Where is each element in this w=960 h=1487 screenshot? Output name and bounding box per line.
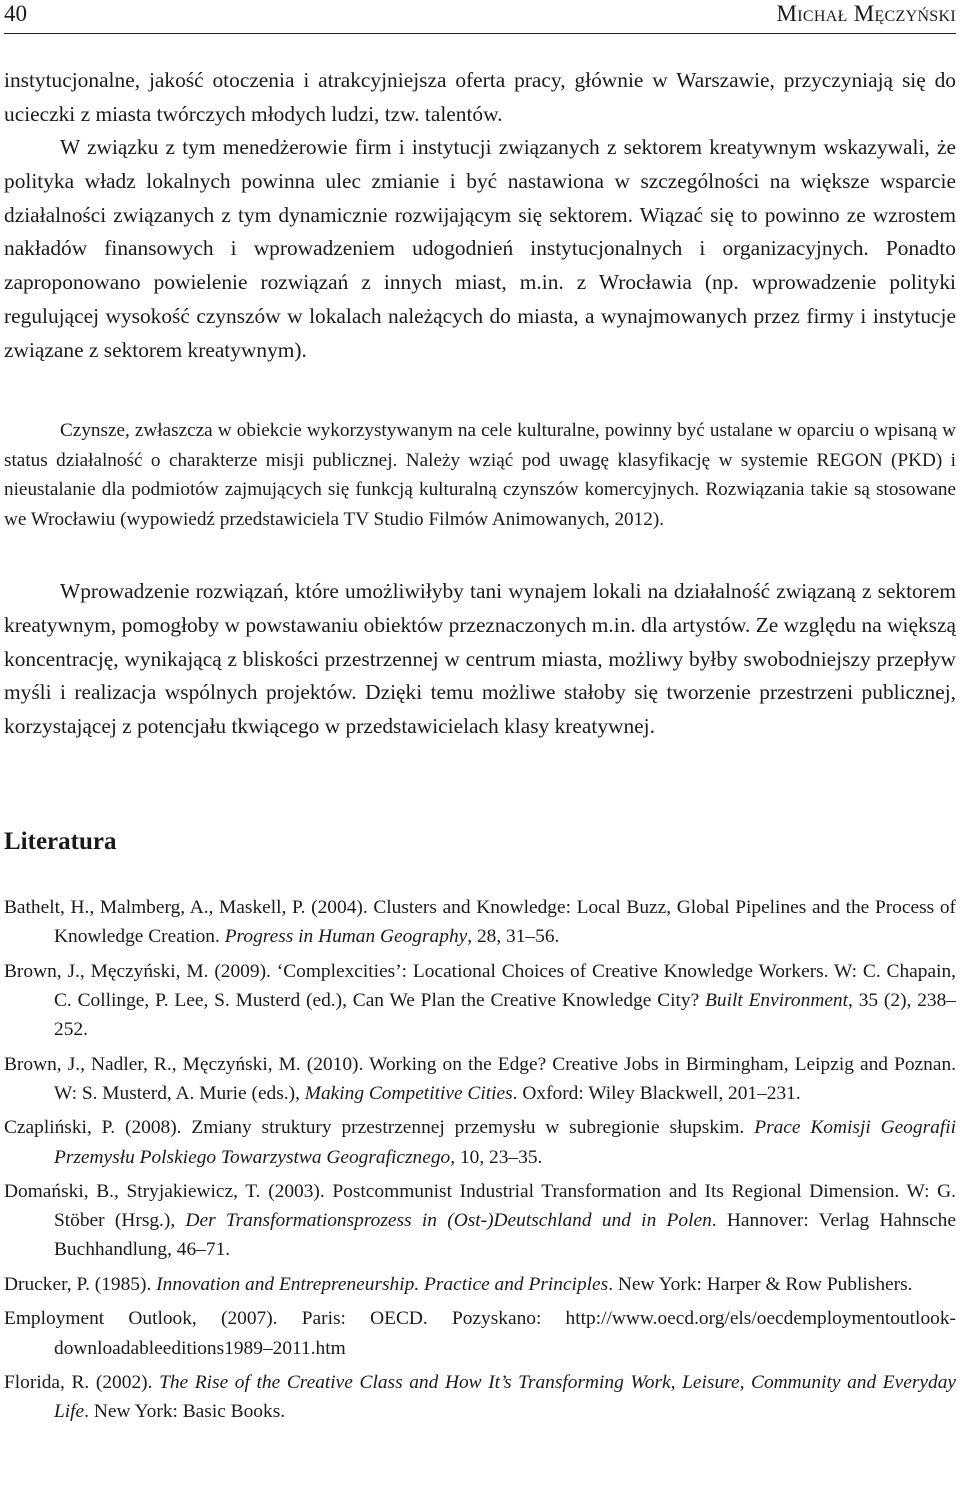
reference-item [4, 1368, 956, 1426]
ref-title-italic: Making Competitive Cities [304, 1082, 513, 1104]
ref-text: Czapliński, P. (2008). Zmiany struktury przestrzennej przemysłu w subregionie słupskim. [4, 1117, 755, 1139]
ref-text: Florida, R. (2002). [4, 1372, 160, 1394]
ref-text: Drucker, P. (1985). [4, 1273, 157, 1295]
paragraph-text: W związku z tym menedżerowie firm i instytucji związanych z sektorem kreatywnym wskazywali, że polityka władz lokalnych powinna ulec zmianie i być nastawiona w szczególności na większe wsparcie działalności związanych z tym dynamicznie rozwijającym się sektorem. Wiązać się to powinno ze wzrostem nakładów finansowych i wprowadzeniem udogodnień instytucjonalnych i organizacyjnych. Ponadto zaproponowano powielenie rozwiązań z innych miast, m.in. z Wrocławia (np. wprowadzenie polityki regulującej wysokość czynszów w lokalach należących do miasta, a wynajmowanych przez firmy i instytucje związane z sektorem kreatywnym). [4, 135, 956, 362]
ref-title-italic: Prace Komisji Geografii Przemysłu Polskiego Towarzystwa Geograficznego [54, 1117, 956, 1168]
ref-text: Employment Outlook, (2007). Paris: OECD. Pozyskano: http://www.oecd.org/els/oecdemploymentoutlook-downloadableeditions1989–2011.htm [4, 1308, 956, 1359]
quote-text: Czynsze, zwłaszcza w obiekcie wykorzystywanym na cele kulturalne, powinny być ustalane w oparciu o wpisaną w status działalność o charakterze misji publicznej. Należy wziąć pod uwagę klasyfikację w systemie REGON (PKD) i nieustalanie dla podmiotów zajmujących się funkcją kulturalną czynszów komercyjnych. Rozwiązania takie są stosowane we Wrocławiu (wypowiedź przedstawiciela TV Studio Filmów Animowanych, 2012). [4, 420, 956, 530]
ref-text: . New York: Basic Books. [84, 1401, 286, 1423]
reference-item [4, 1304, 956, 1362]
body-paragraph-3 [4, 575, 956, 744]
ref-text: Bathelt, H., Malmberg, A., Maskell, P. (2004). Clusters and Knowledge: Local Buzz, Global Pipelines and the Process of Knowledge Creation. [4, 897, 956, 948]
reference-item [4, 1177, 956, 1265]
ref-text: Brown, J., Nadler, R., Męczyński, M. (2010). Working on the Edge? Creative Jobs in Birmingham, Leipzig and Poznan. W: S. Musterd, A. Murie (eds.), [4, 1053, 956, 1104]
body-paragraph-2 [4, 131, 956, 368]
ref-text: . Oxford: Wiley Blackwell, 201–231. [512, 1082, 801, 1104]
ref-text: . New York: Harper & Row Publishers. [608, 1273, 913, 1295]
reference-item [4, 1270, 956, 1299]
reference-item [4, 957, 956, 1045]
reference-list [4, 893, 956, 1432]
section-title-literature: Literatura [4, 828, 117, 855]
ref-title-italic: Der Transformationsprozess in (Ost-)Deutschland und in Polen [185, 1210, 712, 1232]
reference-item [4, 893, 956, 951]
ref-text: , 10, 23–35. [450, 1146, 543, 1168]
ref-title-italic: The Rise of the Creative Class and How It’s Transforming Work, Leisure, Community and Everyday Life [54, 1372, 956, 1423]
ref-title-italic: Built Environment [705, 989, 849, 1011]
block-quote [4, 416, 956, 534]
ref-text: Brown, J., Męczyński, M. (2009). ‘Complexcities’: Locational Choices of Creative Knowledge Workers. W: C. Chapain, C. Collinge, P. Lee, S. Musterd (ed.), Can We Plan the Creative Knowledge City? [4, 960, 956, 1011]
running-head-author: Michał Męczyński [776, 1, 956, 26]
ref-text: , 35 (2), 238–252. [54, 989, 956, 1041]
ref-text: , 28, 31–56. [467, 926, 560, 948]
running-header [4, 0, 956, 34]
ref-title-italic: Innovation and Entrepreneurship. Practice and Principles [156, 1273, 609, 1295]
reference-item [4, 1050, 956, 1108]
ref-title-italic: Progress in Human Geography [224, 926, 468, 948]
reference-item [4, 1113, 956, 1171]
body-paragraph-1 [4, 64, 956, 132]
page-number: 40 [4, 1, 27, 26]
ref-text: . Hannover: Verlag Hahnsche Buchhandlung, 46–71. [54, 1210, 956, 1261]
paragraph-text: instytucjonalne, jakość otoczenia i atrakcyjniejsza oferta pracy, głównie w Warszawie, przyczyniają się do ucieczki z miasta twórczych młodych ludzi, tzw. talentów. [4, 68, 956, 126]
paragraph-text: Wprowadzenie rozwiązań, które umożliwiłyby tani wynajem lokali na działalność związaną z sektorem kreatywnym, pomogłoby w powstawaniu obiektów przeznaczonych m.in. dla artystów. Ze względu na większą koncentrację, wynikającą z bliskości przestrzennej w centrum miasta, możliwy byłby swobodniejszy przepływ myśli i realizacja wspólnych projektów. Dzięki temu możliwe stałoby się tworzenie przestrzeni publicznej, korzystającej z potencjału tkwiącego w przedstawicielach klasy kreatywnej. [4, 579, 956, 739]
ref-text: Domański, B., Stryjakiewicz, T. (2003). Postcommunist Industrial Transformation and Its Regional Dimension. W: G. Stöber (Hrsg.), [4, 1181, 956, 1232]
